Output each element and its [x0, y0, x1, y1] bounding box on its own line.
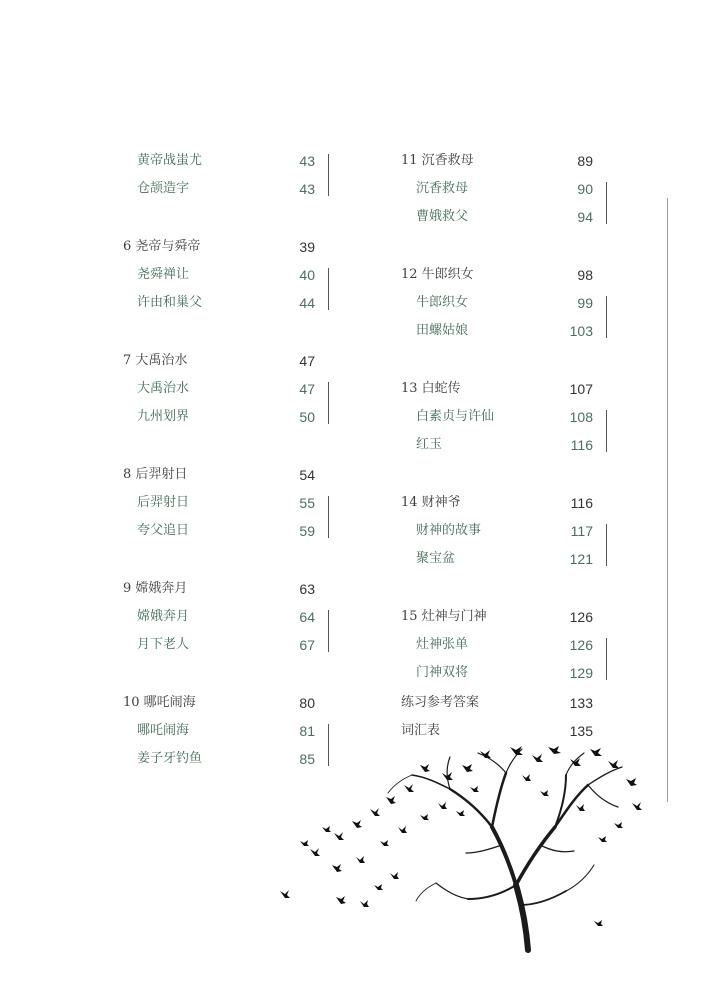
toc-page-number: 64 — [299, 609, 315, 625]
toc-chapter-title[interactable]: 练习参考答案 — [401, 695, 480, 710]
toc-page-number: 85 — [299, 751, 315, 767]
tree-with-birds-icon — [270, 745, 650, 959]
toc-entry-title[interactable]: 牛郎织女 — [416, 295, 469, 310]
toc-page-number: 47 — [299, 381, 315, 397]
toc-page-number: 80 — [299, 695, 315, 711]
group-bracket-line — [606, 410, 607, 452]
toc-entry-title[interactable]: 嫦娥奔月 — [137, 609, 190, 624]
toc-page-number: 43 — [299, 153, 315, 169]
toc-page-number: 54 — [299, 467, 315, 483]
toc-chapter-title[interactable]: 8 后羿射日 — [123, 467, 188, 482]
toc-chapter-title[interactable]: 13 白蛇传 — [401, 381, 461, 396]
toc-page-number: 39 — [299, 239, 315, 255]
toc-page-number: 99 — [577, 295, 593, 311]
toc-chapter-title[interactable]: 6 尧帝与舜帝 — [123, 239, 201, 254]
toc-chapter-title[interactable]: 14 财神爷 — [401, 495, 461, 510]
toc-entry-title[interactable]: 曹娥救父 — [416, 209, 469, 224]
toc-chapter-title[interactable]: 15 灶神与门神 — [401, 609, 487, 624]
toc-page-number: 117 — [570, 523, 593, 539]
toc-page-number: 94 — [577, 209, 593, 225]
group-bracket-line — [328, 496, 329, 538]
group-bracket-line — [328, 382, 329, 424]
toc-page-number: 63 — [299, 581, 315, 597]
toc-page-number: 116 — [570, 495, 593, 511]
toc-page-number: 50 — [299, 409, 315, 425]
toc-entry-title[interactable]: 九州划界 — [137, 409, 190, 424]
toc-entry-title[interactable]: 尧舜禅让 — [137, 267, 190, 282]
toc-page-number: 43 — [299, 181, 315, 197]
toc-page-number: 89 — [577, 153, 593, 169]
toc-entry-title[interactable]: 门神双将 — [416, 665, 469, 680]
group-bracket-line — [606, 296, 607, 338]
toc-entry-title[interactable]: 许由和巢父 — [137, 295, 203, 310]
toc-chapter-title[interactable]: 9 嫦娥奔月 — [123, 581, 188, 596]
toc-entry-title[interactable]: 财神的故事 — [416, 523, 482, 538]
toc-page-number: 121 — [569, 551, 593, 567]
toc-entry-title[interactable]: 夸父追日 — [137, 523, 190, 538]
toc-chapter-title[interactable]: 词汇表 — [401, 723, 441, 738]
toc-entry-title[interactable]: 田螺姑娘 — [416, 323, 469, 338]
toc-entry-title[interactable]: 哪吒闹海 — [137, 723, 190, 738]
toc-page-number: 90 — [577, 181, 593, 197]
toc-chapter-title[interactable]: 10 哪吒闹海 — [123, 695, 196, 710]
toc-page-number: 40 — [299, 267, 315, 283]
toc-page-number: 107 — [569, 381, 593, 397]
toc-entry-title[interactable]: 大禹治水 — [137, 381, 190, 396]
toc-chapter-title[interactable]: 12 牛郎织女 — [401, 267, 474, 282]
group-bracket-line — [606, 182, 607, 224]
toc-entry-title[interactable]: 聚宝盆 — [416, 551, 456, 566]
toc-entry-title[interactable]: 白素贞与许仙 — [416, 409, 495, 424]
group-bracket-line — [328, 610, 329, 652]
toc-page-number: 135 — [569, 723, 593, 739]
toc-page-number: 81 — [299, 723, 315, 739]
toc-page-number: 133 — [569, 695, 593, 711]
toc-entry-title[interactable]: 仓颉造字 — [137, 181, 190, 196]
toc-entry-title[interactable]: 沉香救母 — [416, 181, 469, 196]
toc-page-number: 44 — [299, 295, 315, 311]
toc-page-number: 59 — [299, 523, 315, 539]
toc-page-number: 116 — [570, 437, 593, 453]
toc-page-number: 129 — [569, 665, 593, 681]
toc-chapter-title[interactable]: 7 大禹治水 — [123, 353, 188, 368]
toc-page-number: 126 — [569, 637, 593, 653]
group-bracket-line — [606, 638, 607, 680]
group-bracket-line — [328, 154, 329, 196]
toc-page-number: 108 — [569, 409, 593, 425]
toc-page-number: 55 — [299, 495, 315, 511]
group-bracket-line — [606, 524, 607, 566]
toc-entry-title[interactable]: 灶神张单 — [416, 637, 469, 652]
toc-chapter-title[interactable]: 11 沉香救母 — [401, 153, 474, 168]
toc-entry-title[interactable]: 黄帝战蚩尤 — [137, 153, 203, 168]
toc-entry-title[interactable]: 月下老人 — [137, 637, 190, 652]
group-bracket-line — [328, 268, 329, 310]
page-edge-rule — [667, 198, 668, 802]
toc-entry-title[interactable]: 后羿射日 — [137, 495, 190, 510]
toc-page-number: 47 — [299, 353, 315, 369]
toc-entry-title[interactable]: 红玉 — [416, 437, 443, 452]
toc-page-number: 126 — [569, 609, 593, 625]
toc-page-number: 103 — [569, 323, 593, 339]
toc-page-number: 67 — [299, 637, 315, 653]
toc-entry-title[interactable]: 姜子牙钓鱼 — [137, 751, 203, 766]
toc-page-number: 98 — [577, 267, 593, 283]
